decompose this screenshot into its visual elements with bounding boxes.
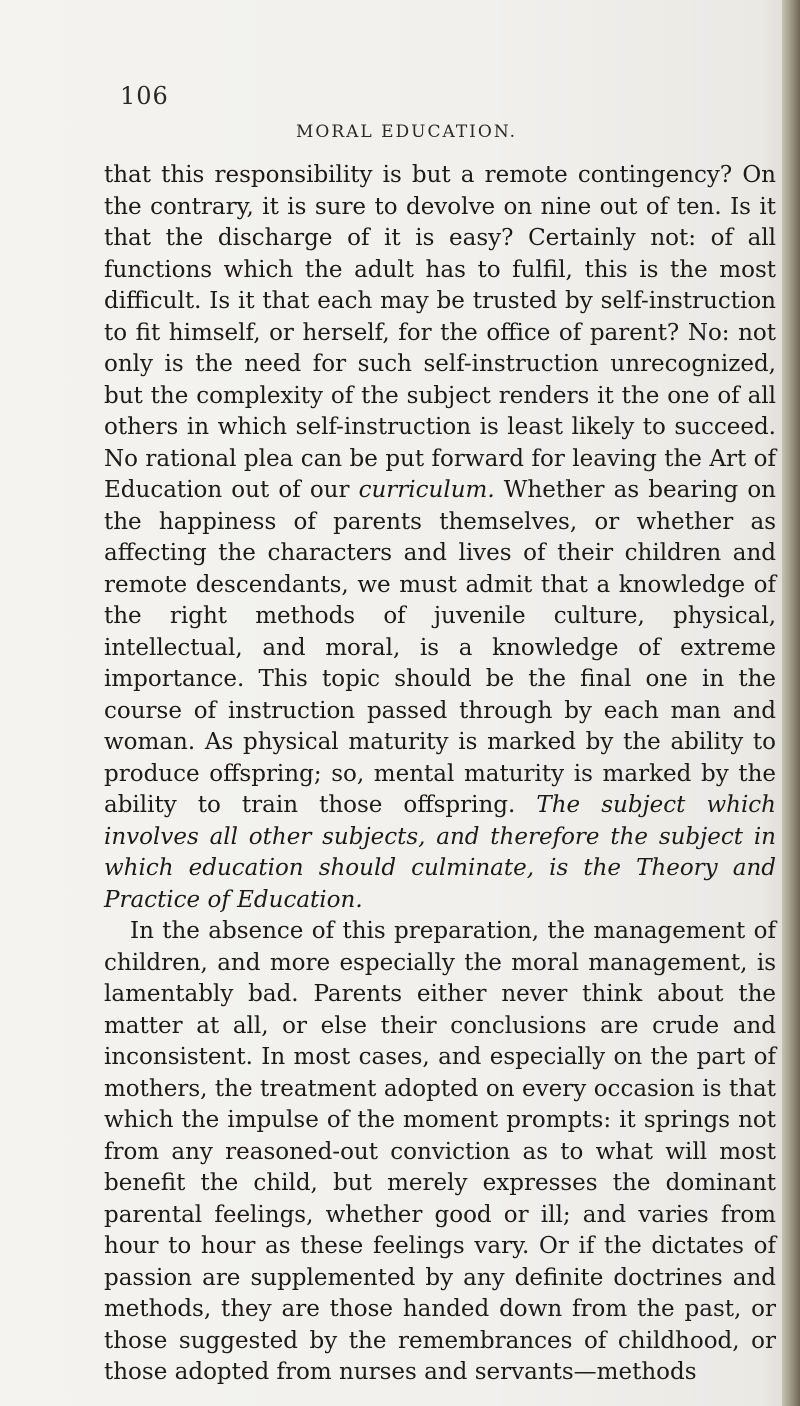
running-head: MORAL EDUCATION. [296, 122, 518, 142]
italic-segment: curriculum. [358, 477, 495, 503]
paragraph-1 [104, 160, 776, 916]
text-segment: In the absence of this preparation, the management of children, and more especially the moral management, is lamentably bad. Parents either never think about the matter at all, or else their conclusions are crude and inconsistent. In most cases, and especially on the part of mothers, the treatment adopted on every occasion is that which the impulse of the moment prompts: it springs not from any reasoned-out conviction as to what will most benefit the child, but merely expresses the dominant parental feelings, whether good or ill; and varies from hour to hour as these feelings vary. Or if the dictates of passion are supplemented by any definite doctrines and methods, they are those handed down from the past, or those suggested by the remembrances of childhood, or those adopted from nurses and servants—methods [104, 918, 776, 1385]
italic-segment: The subject which involves all other subjects, and therefore the subject in which education should culminate, is the Theory and Practice of Education. [104, 792, 776, 913]
page-number: 106 [120, 82, 169, 110]
paragraph-2 [104, 916, 776, 1389]
text-segment: that this responsibility is but a remote contingency? On the contrary, it is sure to devolve on nine out of ten. Is it that the discharge of it is easy? Certainly not: of all functions which the adult has to fulfil, this is the most difficult. Is it that each may be trusted by self-instruction to fit himself, or herself, for the office of parent? No: not only is the need for such self-instruction unrecognized, but the complexity of the subject renders it the one of all others in which self-instruction is least likely to succeed. No rational plea can be put forward for leaving the Art of Education out of our [104, 162, 776, 503]
page-header [0, 82, 800, 142]
text-segment: Whether as bearing on the happiness of parents themselves, or whether as affecting the characters and lives of their children and remote descendants, we must admit that a knowledge of the right methods of juvenile culture, physical, intellectual, and moral, is a knowledge of extreme importance. This topic should be the final one in the course of instruction passed through by each man and woman. As physical maturity is marked by the ability to produce offspring; so, mental maturity is marked by the ability to train those offspring. [104, 477, 776, 818]
page-edge [782, 0, 800, 1406]
body-text [104, 160, 776, 1389]
